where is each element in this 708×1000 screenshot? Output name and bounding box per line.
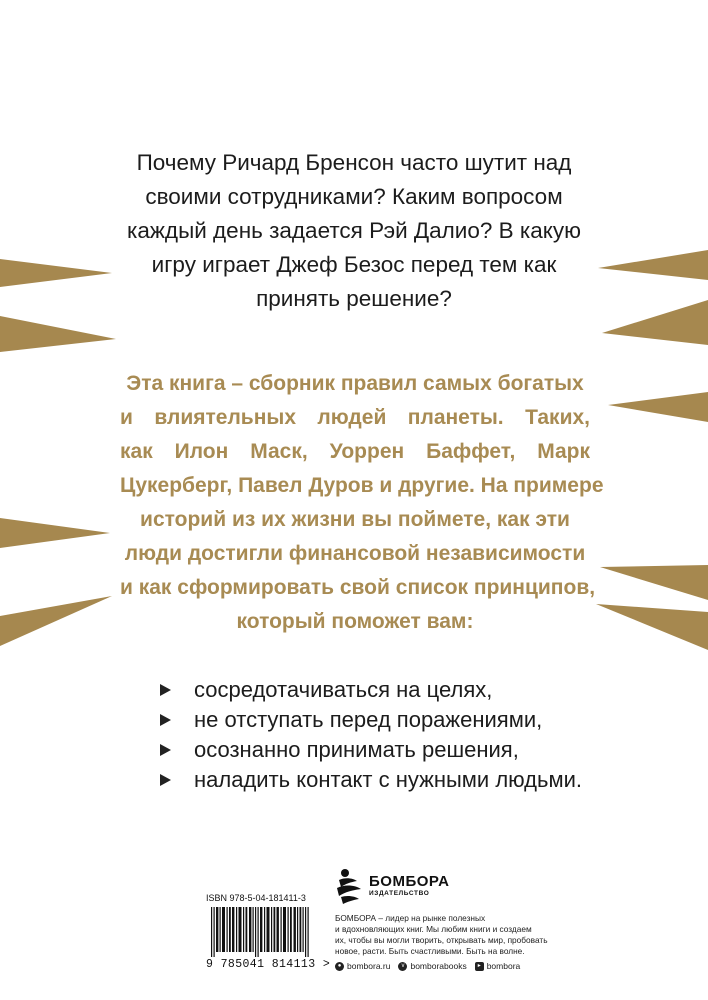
- list-item: наладить контакт с нужными людьми.: [160, 765, 630, 795]
- globe-icon: ●: [335, 962, 344, 971]
- intro-line: своими сотрудниками? Каким вопросом: [145, 184, 563, 209]
- description-line: историй из их жизни вы поймете, как эти: [140, 508, 570, 531]
- intro-line: игру играет Джеф Безос перед тем как: [151, 252, 557, 277]
- publisher-description-line: и вдохновляющих книг. Мы любим книги и создаем: [335, 924, 532, 934]
- list-item: сосредотачиваться на целях,: [160, 675, 630, 705]
- benefit-list: [160, 675, 630, 795]
- description-line: Цукерберг, Павел Дуров и другие. На примере: [120, 474, 604, 497]
- bullet-triangle-icon: [160, 684, 171, 696]
- barcode-digits: 9 785041 814113 >: [206, 958, 331, 971]
- description-line: который поможет вам:: [236, 610, 474, 633]
- telegram-link[interactable]: ▸ bombora: [475, 961, 521, 971]
- description-line: Эта книга – сборник правил самых богатых: [126, 372, 584, 395]
- publisher-logo: [335, 866, 575, 906]
- list-item: не отступать перед поражениями,: [160, 705, 630, 735]
- publisher-block: [335, 866, 575, 971]
- telegram-youtube-icon: ▸: [475, 962, 484, 971]
- publisher-description-line: новое, расти. Быть счастливыми. Быть на волне.: [335, 946, 525, 956]
- vk-link[interactable]: v bomborabooks: [398, 961, 466, 971]
- publisher-name: БОМБОРА: [369, 873, 450, 890]
- publisher-description: [335, 913, 575, 957]
- list-item: осознанно принимать решения,: [160, 735, 630, 765]
- barcode-icon: [206, 907, 320, 957]
- publisher-logo-icon: [335, 868, 363, 904]
- publisher-description-line: их, чтобы вы могли творить, открывать мир, пробовать: [335, 935, 548, 945]
- bullet-triangle-icon: [160, 774, 171, 786]
- description-line: как Илон Маск, Уоррен Баффет, Марк: [120, 440, 590, 463]
- description-line: люди достигли финансовой независимости: [124, 542, 586, 565]
- publisher-description-line: БОМБОРА – лидер на рынке полезных: [335, 913, 486, 923]
- intro-line: принять решение?: [256, 286, 452, 311]
- vk-icon: v: [398, 962, 407, 971]
- bullet-triangle-icon: [160, 714, 171, 726]
- intro-line: Почему Ричард Бренсон часто шутит над: [136, 150, 572, 175]
- social-links: [335, 961, 575, 971]
- book-description: [120, 367, 604, 639]
- bullet-triangle-icon: [160, 744, 171, 756]
- intro-questions: [110, 146, 598, 316]
- website-link[interactable]: ● bombora.ru: [335, 961, 390, 971]
- publisher-subtitle: ИЗДАТЕЛЬСТВО: [369, 890, 430, 897]
- isbn-barcode-block: [206, 893, 331, 971]
- description-line: и как сформировать свой список принципов,: [120, 576, 596, 599]
- description-line: и влиятельных людей планеты. Таких,: [120, 406, 590, 429]
- intro-line: каждый день задается Рэй Далио? В какую: [127, 218, 581, 243]
- isbn-number: ISBN 978-5-04-181411-3: [206, 893, 306, 903]
